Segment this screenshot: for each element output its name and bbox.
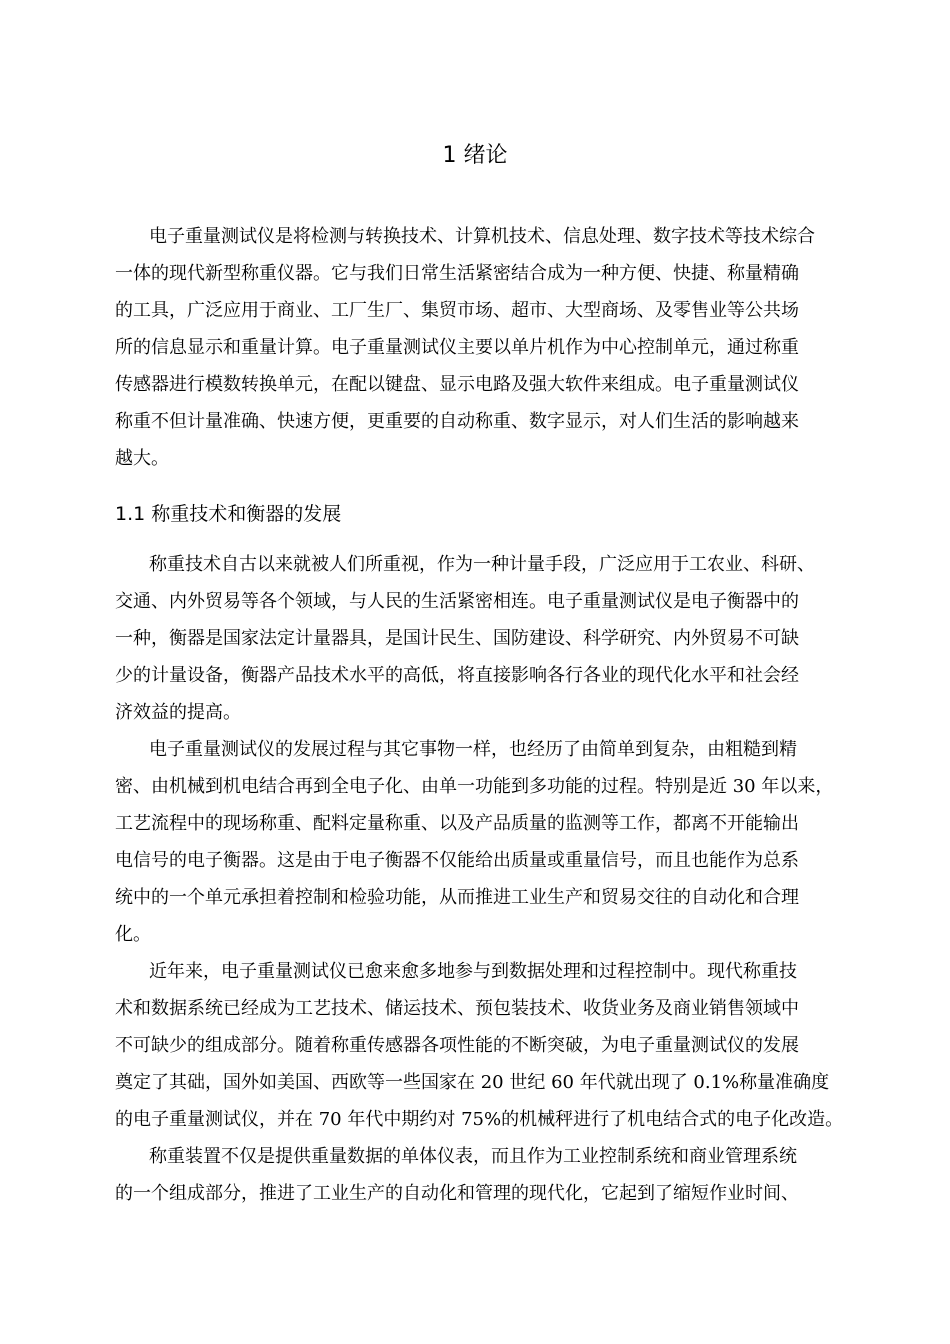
para3-line: 近年来，电子重量测试仪已愈来愈多地参与到数据处理和过程控制中。现代称重技 [149,961,797,982]
intro-line: 越大。 [115,448,169,469]
intro-line: 一体的现代新型称重仪器。它与我们日常生活紧密结合成为一种方便、快捷、称量精确 [115,263,799,284]
para2-line: 统中的一个单元承担着控制和检验功能，从而推进工业生产和贸易交往的自动化和合理 [115,887,799,908]
intro-line: 电子重量测试仪是将检测与转换技术、计算机技术、信息处理、数字技术等技术综合 [149,226,815,247]
para4-line: 称重装置不仅是提供重量数据的单体仪表，而且作为工业控制系统和商业管理系统 [149,1146,797,1167]
intro-line: 传感器进行模数转换单元，在配以键盘、显示电路及强大软件来组成。电子重量测试仪 [115,374,799,395]
para3-line: 奠定了其础，国外如美国、西欧等一些国家在 20 世纪 60 年代就出现了 0.1%称量准确度 [115,1072,830,1093]
para1-line: 一种，衡器是国家法定计量器具，是国计民生、国防建设、科学研究、内外贸易不可缺 [115,628,799,649]
para1-line: 济效益的提高。 [115,702,241,723]
para2-line: 电子重量测试仪的发展过程与其它事物一样，也经历了由简单到复杂，由粗糙到精 [149,739,797,760]
para2-line: 密、由机械到机电结合再到全电子化、由单一功能到多功能的过程。特别是近 30 年以来， [115,776,834,797]
para1-line: 交通、内外贸易等各个领域，与人民的生活紧密相连。电子重量测试仪是电子衡器中的 [115,591,799,612]
intro-line: 的工具，广泛应用于商业、工厂生厂、集贸市场、超市、大型商场、及零售业等公共场 [115,300,799,321]
para2-line: 电信号的电子衡器。这是由于电子衡器不仅能给出质量或重量信号，而且也能作为总系 [115,850,799,871]
chapter-title: 1 绪论 [442,143,508,168]
para3-line: 的电子重量测试仪，并在 70 年代中期约对 75%的机械秤进行了机电结合式的电子化改造。 [115,1109,844,1130]
para2-line: 化。 [115,924,151,945]
para3-line: 不可缺少的组成部分。随着称重传感器各项性能的不断突破，为电子重量测试仪的发展 [115,1035,799,1056]
para1-line: 少的计量设备，衡器产品技术水平的高低，将直接影响各行各业的现代化水平和社会经 [115,665,799,686]
section-heading: 1.1 称重技术和衡器的发展 [115,503,342,525]
para4-line: 的一个组成部分，推进了工业生产的自动化和管理的现代化，它起到了缩短作业时间、 [115,1183,799,1204]
para2-line: 工艺流程中的现场称重、配料定量称重、以及产品质量的监测等工作，都离不开能输出 [115,813,799,834]
intro-line: 所的信息显示和重量计算。电子重量测试仪主要以单片机作为中心控制单元，通过称重 [115,337,799,358]
para1-line: 称重技术自古以来就被人们所重视，作为一种计量手段，广泛应用于工农业、科研、 [149,554,815,575]
para3-line: 术和数据系统已经成为工艺技术、储运技术、预包装技术、收货业务及商业销售领域中 [115,998,799,1019]
intro-line: 称重不但计量准确、快速方便，更重要的自动称重、数字显示，对人们生活的影响越来 [115,411,799,432]
